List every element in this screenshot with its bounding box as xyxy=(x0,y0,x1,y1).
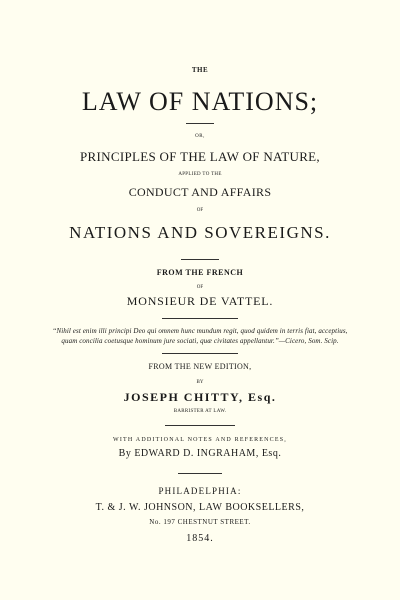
annotator-name: By EDWARD D. INGRAHAM, Esq. xyxy=(118,448,282,459)
translation-note: FROM THE FRENCH xyxy=(156,268,244,277)
subtitle-nations: NATIONS AND SOVEREIGNS. xyxy=(69,223,331,242)
subtitle-of: OF xyxy=(196,208,204,213)
epigraph-line: quam concilia coetusque hominum jure sociati, quæ civitates appellantur.”—Cicero, Som. Scip. xyxy=(61,337,339,345)
edition-note: FROM THE NEW EDITION, xyxy=(148,362,252,371)
additions-note: WITH ADDITIONAL NOTES AND REFERENCES, xyxy=(112,437,287,443)
imprint-city: PHILADELPHIA: xyxy=(158,486,242,496)
subtitle-principles: PRINCIPLES OF THE LAW OF NATURE, xyxy=(80,149,320,164)
editor-title: BARRISTER AT LAW. xyxy=(173,409,227,414)
rule-divider xyxy=(181,259,219,260)
rule-divider xyxy=(165,425,235,426)
subtitle-applied: APPLIED TO THE xyxy=(178,172,222,177)
imprint-publisher: T. & J. W. JOHNSON, LAW BOOKSELLERS, xyxy=(95,502,305,513)
rule-divider xyxy=(186,123,214,124)
subtitle-conduct: CONDUCT AND AFFAIRS xyxy=(128,185,272,199)
rule-divider xyxy=(178,473,222,474)
editor-name: JOSEPH CHITTY, Esq. xyxy=(123,390,277,404)
title-or: OR, xyxy=(195,134,205,139)
title-article: THE xyxy=(191,66,209,74)
epigraph-line: “Nihil est enim illi principi Deo qui omnem hunc mundum regit, quod quidem in terris fiat, acceptius, xyxy=(52,327,348,335)
rule-divider xyxy=(162,353,238,354)
rule-divider xyxy=(162,318,238,319)
book-title: LAW OF NATIONS; xyxy=(81,87,319,116)
editor-by: BY xyxy=(196,380,204,385)
imprint-address: No. 197 CHESTNUT STREET. xyxy=(149,518,251,526)
author-name: MONSIEUR DE VATTEL. xyxy=(126,294,274,308)
author-of: OF xyxy=(196,285,204,290)
imprint-year: 1854. xyxy=(186,533,214,544)
